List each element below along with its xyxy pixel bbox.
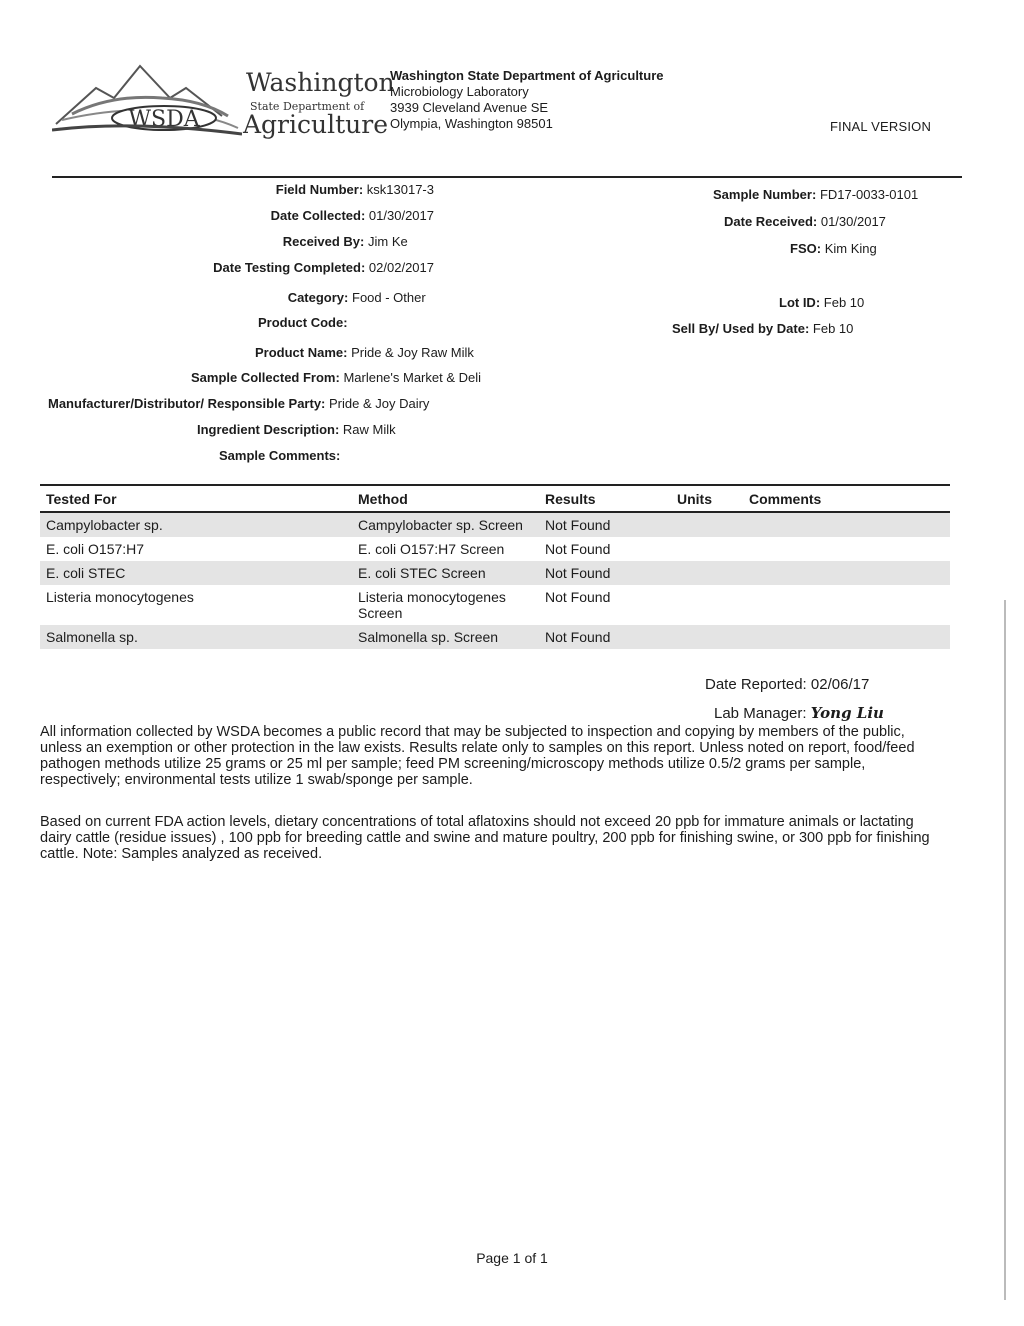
table-row	[40, 625, 950, 649]
units-cell	[671, 625, 743, 649]
table-row	[40, 585, 950, 625]
tested-for-cell: Salmonella sp.	[40, 625, 352, 649]
result-cell: Not Found	[545, 589, 611, 605]
units-cell	[671, 561, 743, 585]
table-row	[40, 512, 950, 537]
units-cell	[671, 537, 743, 561]
col-tested-for: Tested For	[40, 489, 352, 512]
method-cell: E. coli O157:H7 Screen	[358, 541, 505, 557]
col-units: Units	[671, 489, 743, 512]
category: Category: Food - Other	[287, 290, 426, 305]
page-number: Page 1 of 1	[476, 1250, 548, 1266]
disclaimer-aflatoxin: Based on current FDA action levels, dietary concentrations of total aflatoxins should not exceed 20 ppb for immature animals or lactating dairy cattle (residue issues) , 100 ppb for breeding cattle and swine and mature poultry, 200 ppb for finishing swine, or 300 ppb for finishing cattle. Note: Samples analyzed as received.	[40, 814, 930, 862]
date-testing-completed: Date Testing Completed: 02/02/2017	[213, 260, 434, 275]
lab-manager: Lab Manager: Yong Liu	[714, 704, 884, 722]
table-divider	[40, 484, 950, 486]
disclaimer-public-record: All information collected by WSDA becomes a public record that may be subjected to inspection and copying by members of the public, unless an exemption or other protection in the law exists. Results relate only to samples on this report. Unless noted on report, food/feed pathogen methods utilize 25 grams or 25 ml per sample; feed PM screening/microscopy methods utilize 0.5/2 grams per sample, respectively; environmental tests utilize 1 swab/sponge per sample.	[40, 724, 915, 788]
table-row	[40, 537, 950, 561]
logo-washington: Washington	[246, 68, 395, 97]
logo-badge: WSDA	[128, 107, 200, 132]
product-code: Product Code:	[258, 315, 348, 330]
method-cell: E. coli STEC Screen	[352, 561, 539, 585]
fso: FSO: Kim King	[790, 241, 877, 256]
result-cell: Not Found	[539, 625, 671, 649]
comments-cell	[743, 537, 950, 561]
org-address: 3939 Cleveland Avenue SE	[390, 100, 549, 115]
received-by: Received By: Jim Ke	[282, 234, 408, 249]
comments-cell	[743, 561, 950, 585]
units-cell	[671, 585, 743, 625]
ingredient-description: Ingredient Description: Raw Milk	[197, 422, 396, 437]
org-lab: Microbiology Laboratory	[390, 84, 529, 99]
product-name: Product Name: Pride & Joy Raw Milk	[255, 345, 474, 360]
col-method: Method	[352, 489, 539, 512]
signature: Yong Liu	[810, 704, 884, 722]
logo-agriculture: Agriculture	[243, 110, 388, 139]
sample-collected-from: Sample Collected From: Marlene's Market & Deli	[191, 370, 482, 385]
sample-comments: Sample Comments:	[219, 448, 341, 463]
status-label: FINAL VERSION	[830, 119, 932, 134]
method-cell: Listeria monocytogenes Screen	[358, 589, 506, 621]
method-cell: Campylobacter sp. Screen	[352, 512, 539, 537]
sell-by-date: Sell By/ Used by Date: Feb 10	[672, 321, 854, 336]
tested-for-cell: E. coli O157:H7	[46, 541, 145, 557]
date-received: Date Received: 01/30/2017	[724, 214, 886, 229]
wsda-logo	[52, 58, 242, 138]
date-reported: Date Reported: 02/06/17	[705, 676, 870, 693]
field-number: Field Number: ksk13017-3	[275, 182, 434, 197]
manufacturer: Manufacturer/Distributor/ Responsible Party: Pride & Joy Dairy	[48, 396, 430, 411]
col-results: Results	[539, 489, 671, 512]
tested-for-cell: Campylobacter sp.	[40, 512, 352, 537]
mountain-logo-icon	[52, 58, 242, 138]
result-cell: Not Found	[539, 512, 671, 537]
comments-cell	[743, 585, 950, 625]
table-row	[40, 561, 950, 585]
comments-cell	[743, 512, 950, 537]
org-name: Washington State Department of Agriculture	[390, 68, 664, 83]
tested-for-cell: Listeria monocytogenes	[46, 589, 194, 605]
comments-cell	[743, 625, 950, 649]
sample-number: Sample Number: FD17-0033-0101	[713, 187, 919, 202]
header-divider	[52, 176, 962, 178]
date-collected: Date Collected: 01/30/2017	[270, 208, 434, 223]
results-table	[40, 489, 950, 649]
lot-id: Lot ID: Feb 10	[779, 295, 865, 310]
col-comments: Comments	[743, 489, 950, 512]
method-cell: Salmonella sp. Screen	[352, 625, 539, 649]
results-header-row	[40, 489, 950, 512]
result-cell: Not Found	[539, 561, 671, 585]
scan-edge	[1004, 600, 1006, 1300]
org-header	[390, 68, 664, 132]
org-city: Olympia, Washington 98501	[390, 116, 553, 131]
tested-for-cell: E. coli STEC	[40, 561, 352, 585]
units-cell	[671, 512, 743, 537]
result-cell: Not Found	[545, 541, 611, 557]
logo-state-dept: State Department of	[250, 100, 365, 113]
